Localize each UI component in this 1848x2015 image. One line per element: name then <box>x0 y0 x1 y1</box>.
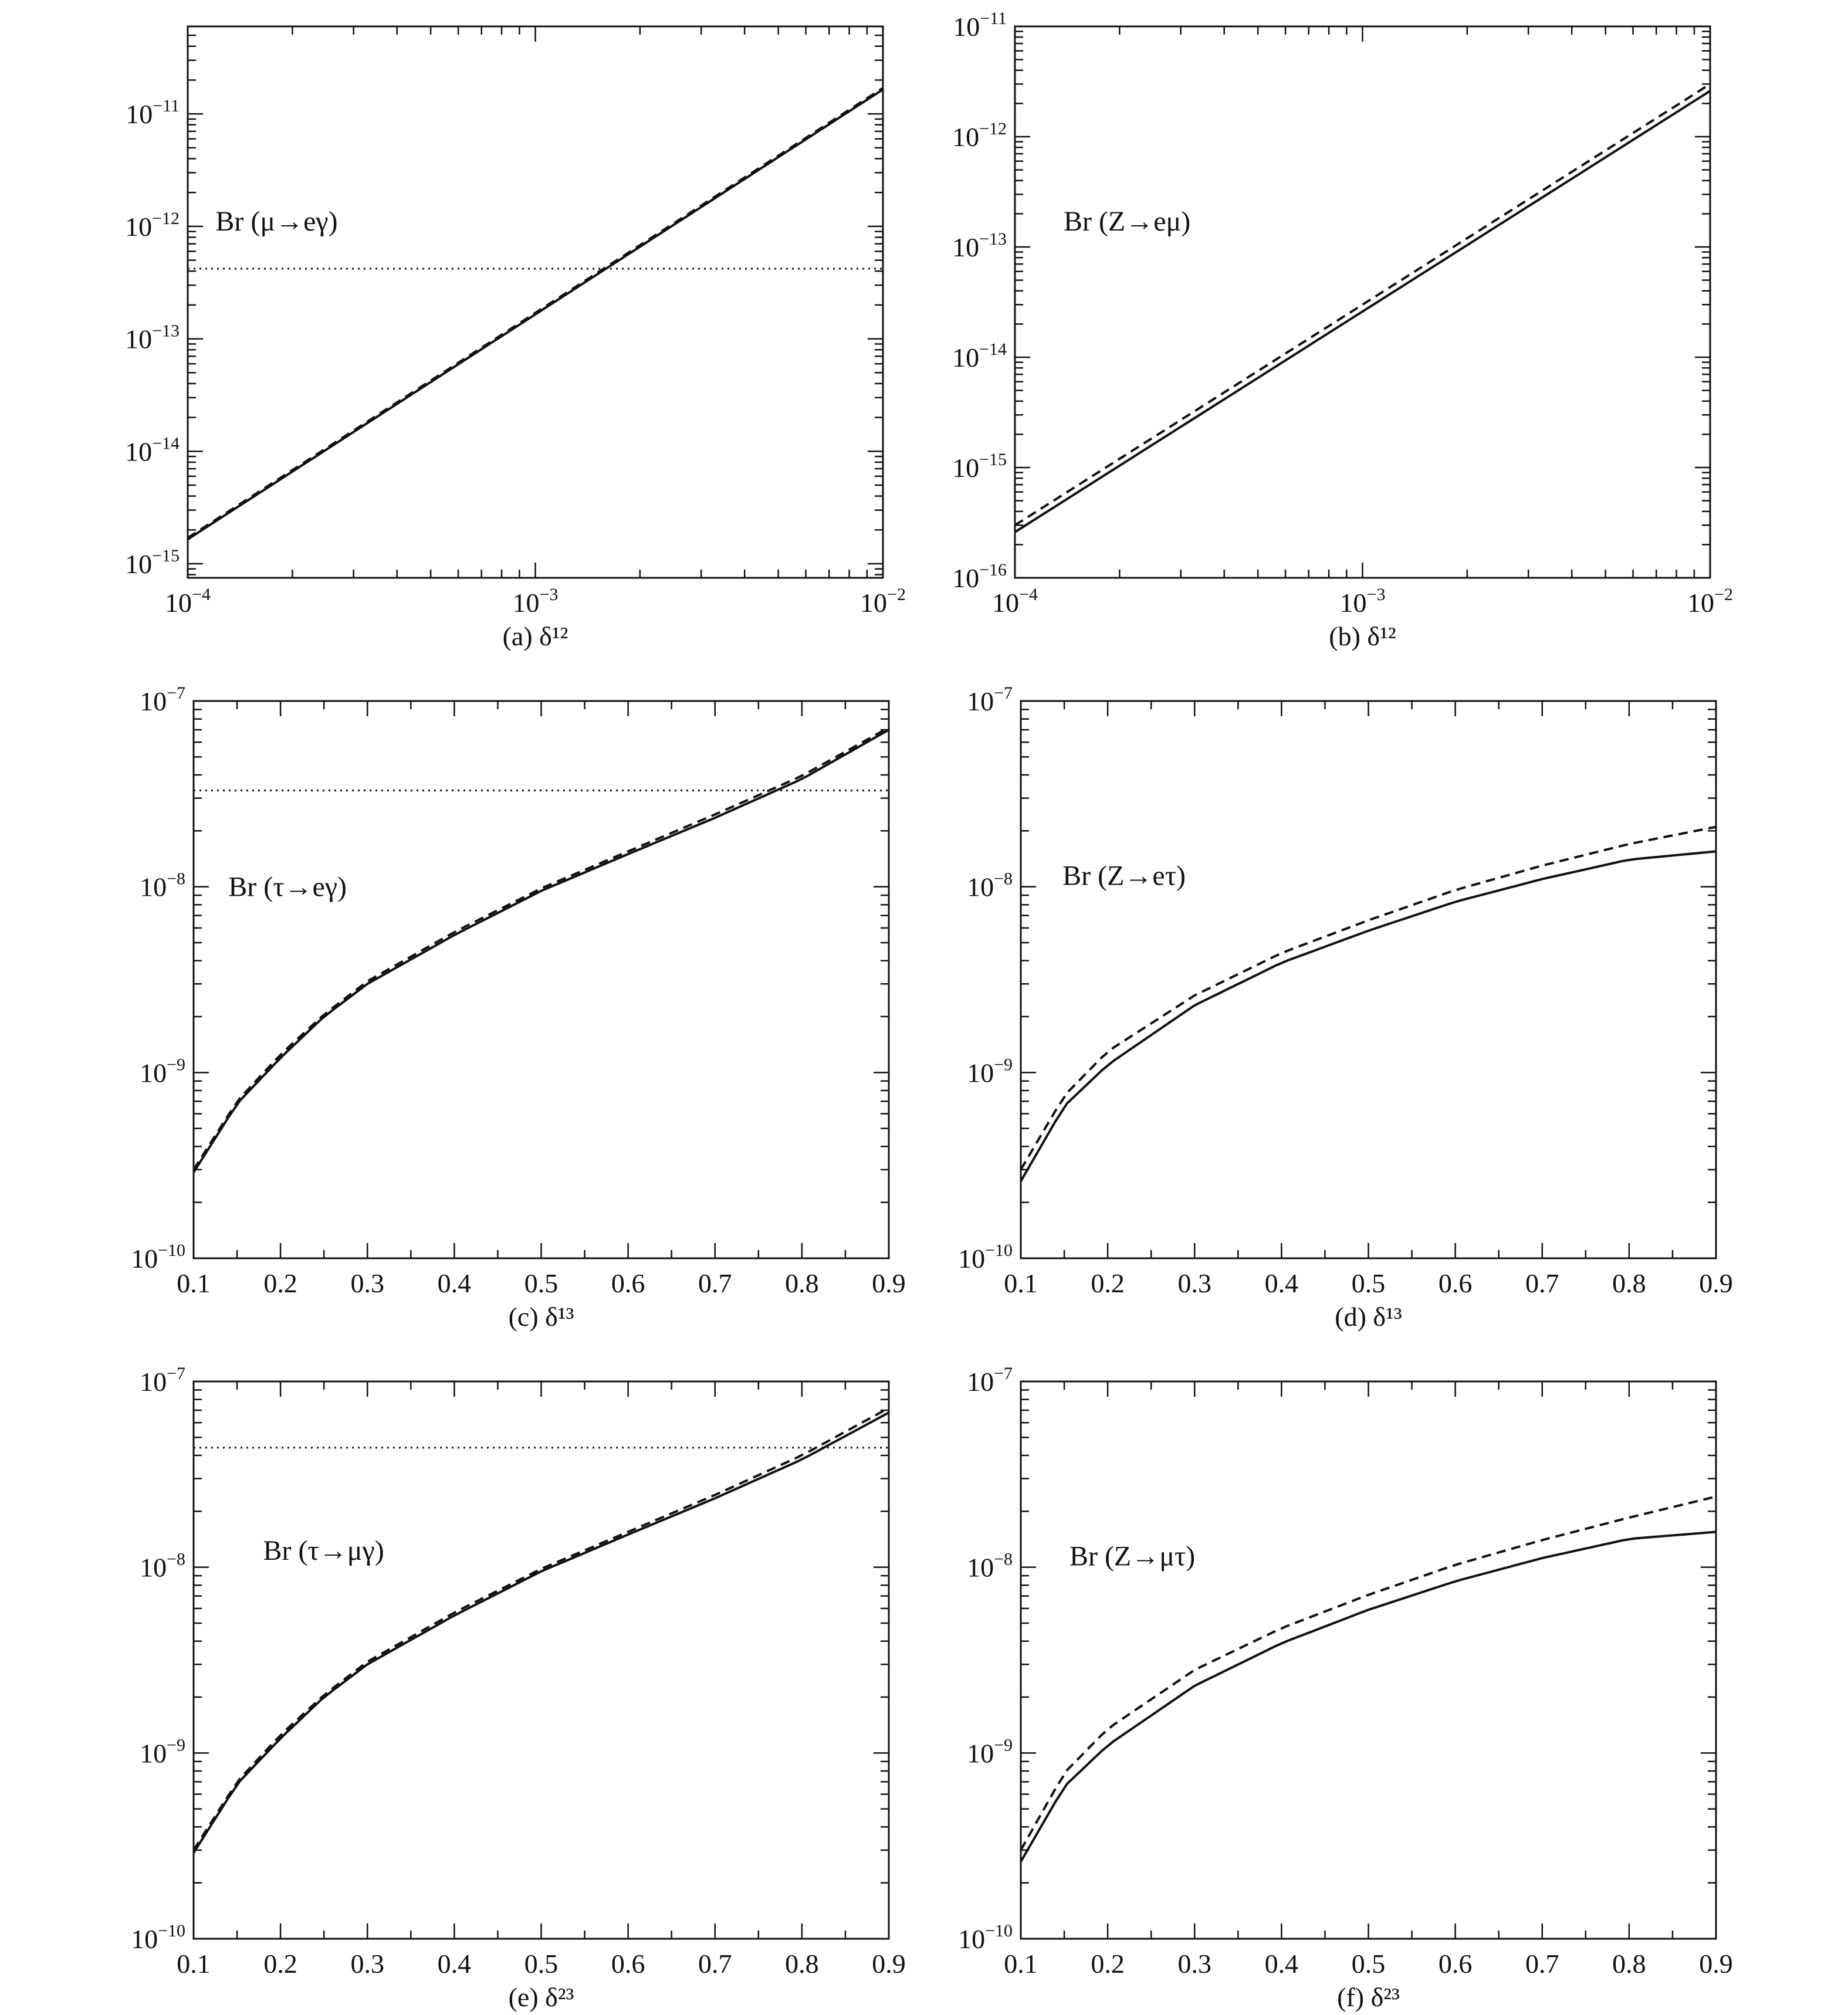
x-tick-label: 0.6 <box>1438 1268 1473 1298</box>
x-tick-exponent: −3 <box>1366 585 1386 604</box>
y-tick-mantissa: 10 <box>967 686 994 716</box>
y-tick-exponent: −9 <box>167 1735 185 1755</box>
y-tick-exponent: −15 <box>152 546 180 566</box>
x-tick-exponent: −2 <box>1714 585 1733 604</box>
y-tick-mantissa: 10 <box>967 1367 994 1397</box>
y-tick-exponent: −8 <box>994 1549 1013 1569</box>
y-tick-mantissa: 10 <box>125 436 153 467</box>
y-tick-exponent: −8 <box>994 869 1013 889</box>
y-tick-mantissa: 10 <box>125 549 153 580</box>
panel-caption: (a) δ¹² <box>502 621 568 651</box>
y-tick-mantissa: 10 <box>125 211 153 242</box>
x-tick-exponent: −2 <box>887 585 906 604</box>
x-tick-label: 0.3 <box>350 1949 384 1979</box>
x-tick-label: 0.7 <box>698 1268 732 1298</box>
plot-annotation: Br (Z→eτ) <box>1062 860 1186 892</box>
x-tick-label: 0.2 <box>263 1949 297 1979</box>
plot-annotation: Br (μ→eγ) <box>215 205 338 237</box>
y-tick-exponent: −10 <box>985 1921 1013 1941</box>
y-tick-exponent: −10 <box>158 1921 185 1941</box>
plot-annotation: Br (Z→μτ) <box>1069 1540 1196 1572</box>
x-tick-label: 0.9 <box>1699 1949 1733 1979</box>
y-tick-exponent: −12 <box>979 119 1007 138</box>
x-tick-label: 0.6 <box>611 1268 645 1298</box>
x-tick-label: 0.4 <box>437 1949 472 1979</box>
x-tick-label: 0.2 <box>1091 1268 1125 1298</box>
x-tick-label: 0.6 <box>611 1949 645 1979</box>
x-tick-label: 0.8 <box>785 1268 819 1298</box>
x-tick-label: 0.8 <box>785 1949 819 1979</box>
x-tick-label: 0.3 <box>350 1268 384 1298</box>
y-tick-mantissa: 10 <box>967 1552 994 1583</box>
x-tick-mantissa: 10 <box>992 588 1020 618</box>
y-tick-mantissa: 10 <box>140 1552 167 1583</box>
x-tick-mantissa: 10 <box>860 588 888 618</box>
y-tick-mantissa: 10 <box>140 1058 167 1088</box>
y-tick-exponent: −15 <box>979 450 1007 469</box>
x-tick-label: 0.5 <box>1351 1268 1386 1298</box>
y-tick-exponent: −10 <box>158 1241 185 1260</box>
y-tick-mantissa: 10 <box>131 1244 158 1274</box>
y-tick-exponent: −8 <box>167 1549 185 1569</box>
y-tick-exponent: −16 <box>979 560 1007 580</box>
y-tick-exponent: −12 <box>152 208 180 228</box>
y-tick-exponent: −9 <box>994 1055 1013 1075</box>
x-tick-exponent: −4 <box>192 585 211 604</box>
x-tick-label: 0.8 <box>1612 1268 1646 1298</box>
y-tick-exponent: −8 <box>167 869 185 889</box>
y-tick-mantissa: 10 <box>953 12 980 42</box>
x-tick-exponent: −4 <box>1019 585 1038 604</box>
x-tick-label: 0.3 <box>1177 1949 1211 1979</box>
y-tick-mantissa: 10 <box>967 872 994 902</box>
x-tick-label: 0.4 <box>1264 1268 1299 1298</box>
y-tick-mantissa: 10 <box>952 232 980 262</box>
x-tick-mantissa: 10 <box>1339 588 1367 618</box>
y-tick-exponent: −14 <box>979 340 1007 359</box>
x-tick-label: 0.6 <box>1438 1949 1473 1979</box>
y-tick-mantissa: 10 <box>958 1244 986 1274</box>
y-tick-exponent: −13 <box>152 321 180 341</box>
x-tick-label: 0.1 <box>177 1268 211 1298</box>
x-tick-label: 0.3 <box>1177 1268 1211 1298</box>
x-tick-label: 0.9 <box>872 1268 906 1298</box>
y-tick-exponent: −9 <box>994 1735 1013 1755</box>
x-tick-label: 0.7 <box>698 1949 732 1979</box>
y-tick-exponent: −13 <box>979 229 1007 249</box>
y-tick-exponent: −11 <box>980 9 1007 28</box>
y-tick-mantissa: 10 <box>967 1058 994 1088</box>
y-tick-mantissa: 10 <box>140 1738 167 1769</box>
x-tick-label: 0.9 <box>1699 1268 1733 1298</box>
x-tick-mantissa: 10 <box>165 588 192 618</box>
x-tick-label: 0.2 <box>263 1268 297 1298</box>
x-tick-label: 0.4 <box>1264 1949 1299 1979</box>
x-tick-mantissa: 10 <box>1687 588 1715 618</box>
plot-annotation: Br (τ→μγ) <box>263 1535 384 1566</box>
panel-caption: (d) δ¹³ <box>1335 1302 1402 1332</box>
panel-caption: (c) δ¹³ <box>508 1302 574 1332</box>
y-tick-exponent: −7 <box>994 1364 1013 1383</box>
y-tick-exponent: −7 <box>167 683 185 703</box>
panel-caption: (f) δ²³ <box>1337 1982 1400 2012</box>
x-tick-label: 0.1 <box>1004 1268 1038 1298</box>
x-tick-label: 0.5 <box>524 1949 559 1979</box>
y-tick-mantissa: 10 <box>952 122 980 152</box>
plot-annotation: Br (τ→eγ) <box>228 871 347 903</box>
x-tick-label: 0.4 <box>437 1268 472 1298</box>
y-tick-mantissa: 10 <box>140 872 167 902</box>
y-tick-mantissa: 10 <box>126 99 153 130</box>
y-tick-mantissa: 10 <box>952 343 980 372</box>
x-tick-label: 0.1 <box>1004 1949 1038 1979</box>
x-tick-label: 0.7 <box>1525 1949 1559 1979</box>
y-tick-mantissa: 10 <box>125 324 153 354</box>
y-tick-mantissa: 10 <box>140 1367 167 1397</box>
y-tick-mantissa: 10 <box>967 1738 994 1769</box>
panel-caption: (b) δ¹² <box>1329 621 1396 651</box>
y-tick-exponent: −7 <box>167 1364 185 1383</box>
y-tick-exponent: −7 <box>994 683 1013 703</box>
y-tick-mantissa: 10 <box>140 686 167 716</box>
x-tick-label: 0.2 <box>1091 1949 1125 1979</box>
y-tick-exponent: −9 <box>167 1055 185 1075</box>
y-tick-mantissa: 10 <box>952 563 980 593</box>
y-tick-exponent: −10 <box>985 1241 1013 1260</box>
x-tick-label: 0.7 <box>1525 1268 1559 1298</box>
plot-annotation: Br (Z→eμ) <box>1063 205 1191 237</box>
x-tick-mantissa: 10 <box>512 588 540 618</box>
panel-caption: (e) δ²³ <box>508 1982 574 2012</box>
y-tick-mantissa: 10 <box>952 453 980 483</box>
y-tick-exponent: −11 <box>153 96 180 116</box>
x-tick-label: 0.1 <box>177 1949 211 1979</box>
y-tick-mantissa: 10 <box>958 1924 986 1954</box>
x-tick-label: 0.9 <box>872 1949 906 1979</box>
x-tick-label: 0.5 <box>524 1268 559 1298</box>
x-tick-label: 0.5 <box>1351 1949 1386 1979</box>
y-tick-exponent: −14 <box>152 434 180 453</box>
x-tick-exponent: −3 <box>539 585 559 604</box>
x-tick-label: 0.8 <box>1612 1949 1646 1979</box>
y-tick-mantissa: 10 <box>131 1924 158 1954</box>
